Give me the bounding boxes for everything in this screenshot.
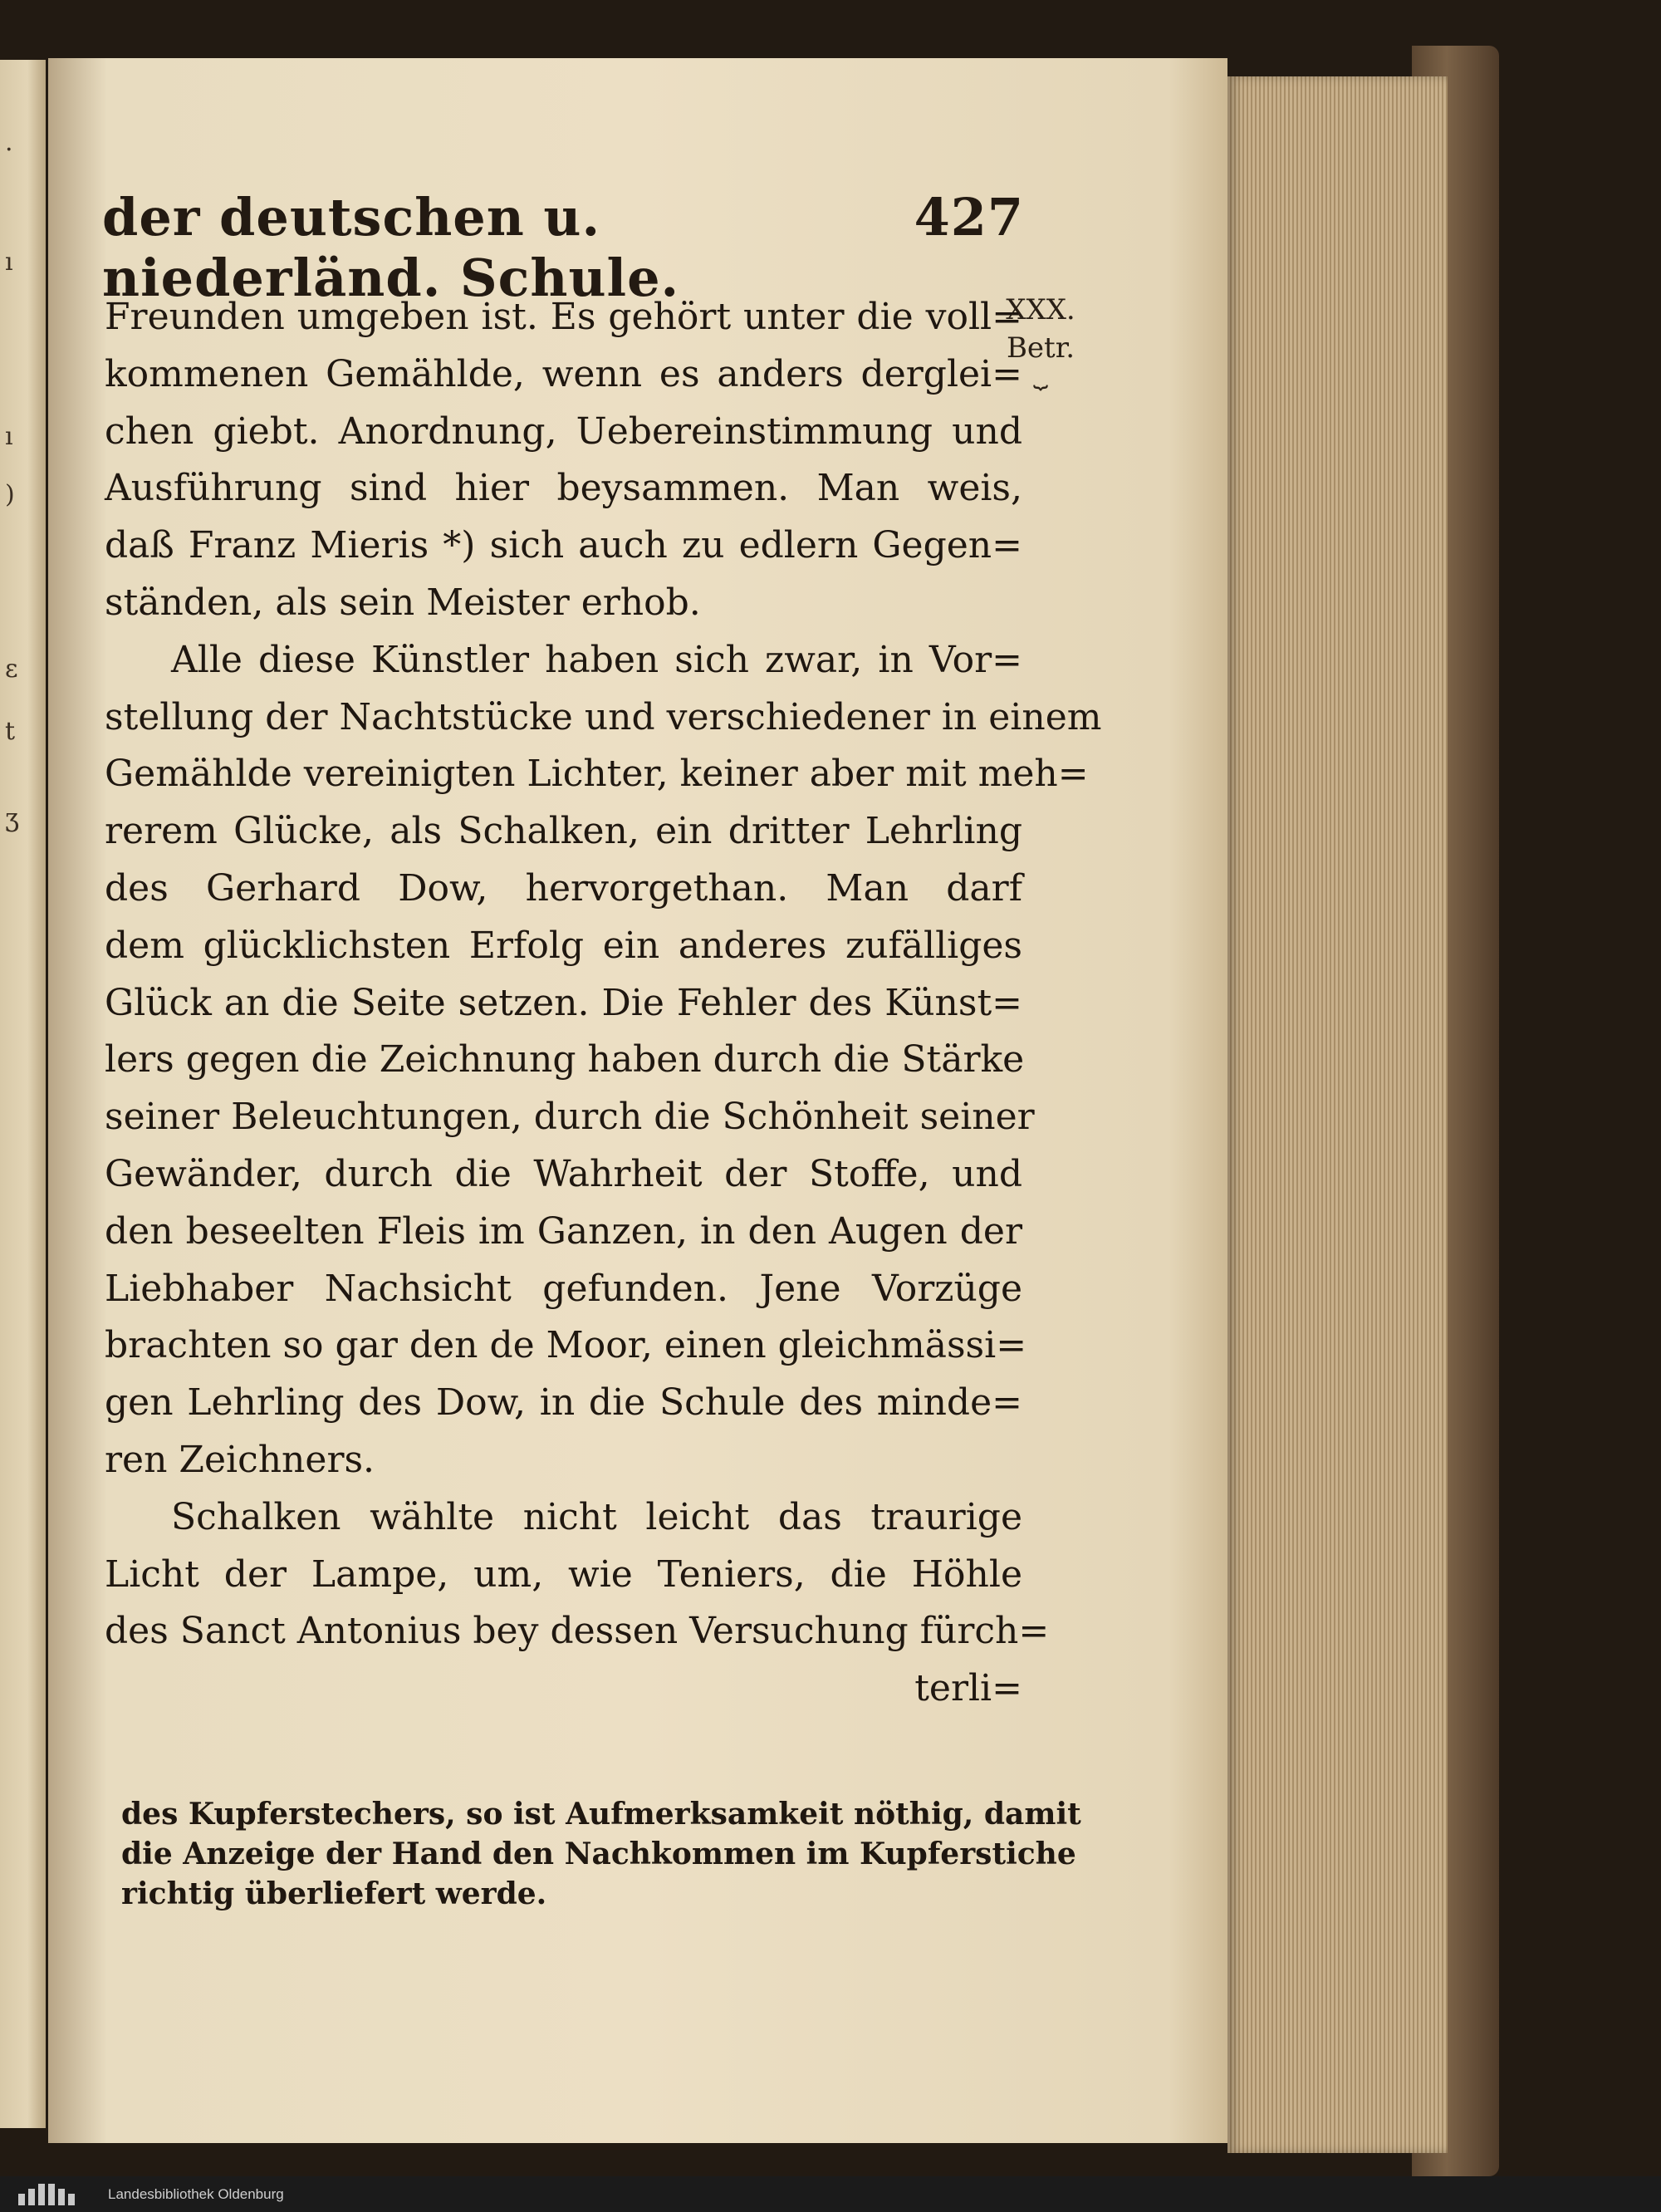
footer-bar (0, 2176, 1661, 2212)
text-line: den beseelten Fleis im Ganzen, in den Augen der (105, 1209, 1022, 1253)
text-line: Freunden umgeben ist. Es gehört unter die voll= (105, 296, 1022, 338)
text-line: seiner Beleuchtungen, durch die Schönheit seiner (105, 1096, 1035, 1139)
left-page-edge (0, 60, 46, 2128)
left-page-glyph: t (5, 717, 16, 746)
brace-icon: ⏟ (1033, 360, 1048, 390)
footnote-line: richtig überliefert werde. (121, 1876, 547, 1911)
text-line: gen Lehrling des Dow, in die Schule des minde= (105, 1381, 1022, 1425)
left-page-glyph: · (5, 135, 13, 164)
text-line: des Gerhard Dow, hervorgethan. Man darf (105, 866, 1022, 910)
footnote-line: die Anzeige der Hand den Nachkommen im Kupferstiche (121, 1837, 1076, 1871)
text-line: dem glücklichsten Erfolg ein anderes zufälliges (105, 924, 1022, 967)
text-line: Gewänder, durch die Wahrheit der Stoffe, und (105, 1152, 1022, 1195)
text-line: kommenen Gemählde, wenn es anders derglei= (105, 352, 1022, 395)
text-line: daß Franz Mieris *) sich auch zu edlern Gegen= (105, 524, 1022, 567)
text-line: Glück an die Seite setzen. Die Fehler des Künst= (105, 981, 1022, 1024)
footnote-line: des Kupferstechers, so ist Aufmerksamkeit nöthig, damit (121, 1797, 1081, 1832)
left-page-glyph: ʒ (5, 804, 19, 833)
book-page (48, 58, 1227, 2143)
marginal-note-number: XXX. (1006, 293, 1075, 326)
running-title: der deutschen u. niederländ. Schule. (102, 187, 680, 308)
text-line: Gemählde vereinigten Lichter, keiner aber mit meh= (105, 753, 1089, 796)
text-line: Schalken wählte nicht leicht das traurige (171, 1495, 1022, 1538)
text-line: rerem Glücke, als Schalken, ein dritter Lehrling (105, 810, 1022, 853)
text-line: ständen, als sein Meister erhob. (105, 581, 701, 624)
text-line: Licht der Lampe, um, wie Teniers, die Höhle (105, 1552, 1022, 1596)
text-line: brachten so gar den de Moor, einen gleichmässi= (105, 1324, 1027, 1367)
text-line: Alle diese Künstler haben sich zwar, in Vor= (171, 638, 1022, 681)
page-number: 427 (914, 187, 1024, 248)
left-page-glyph: ɛ (5, 655, 18, 684)
left-page-glyph: ) (5, 480, 15, 509)
page-edges (1227, 76, 1448, 2153)
left-page-glyph: ı (5, 248, 13, 277)
text-line: ren Zeichners. (105, 1438, 375, 1481)
catchword: terli= (914, 1667, 1022, 1710)
footnote (121, 1794, 1081, 1914)
marginal-note-label: Betr. (1006, 331, 1075, 365)
library-name: Landesbibliothek Oldenburg (108, 2185, 284, 2202)
text-line: des Sanct Antonius bey dessen Versuchung fürch= (105, 1610, 1050, 1653)
text-line: Ausführung sind hier beysammen. Man weis, (105, 467, 1022, 510)
left-page-glyph: ı (5, 422, 13, 451)
text-line: Liebhaber Nachsicht gefunden. Jene Vorzüge (105, 1267, 1022, 1310)
library-building-icon (18, 2184, 93, 2205)
text-line: lers gegen die Zeichnung haben durch die Stärke (105, 1038, 1025, 1081)
text-line: chen giebt. Anordnung, Uebereinstimmung und (105, 410, 1022, 453)
text-line: stellung der Nachtstücke und verschiedener in einem (105, 695, 1102, 738)
